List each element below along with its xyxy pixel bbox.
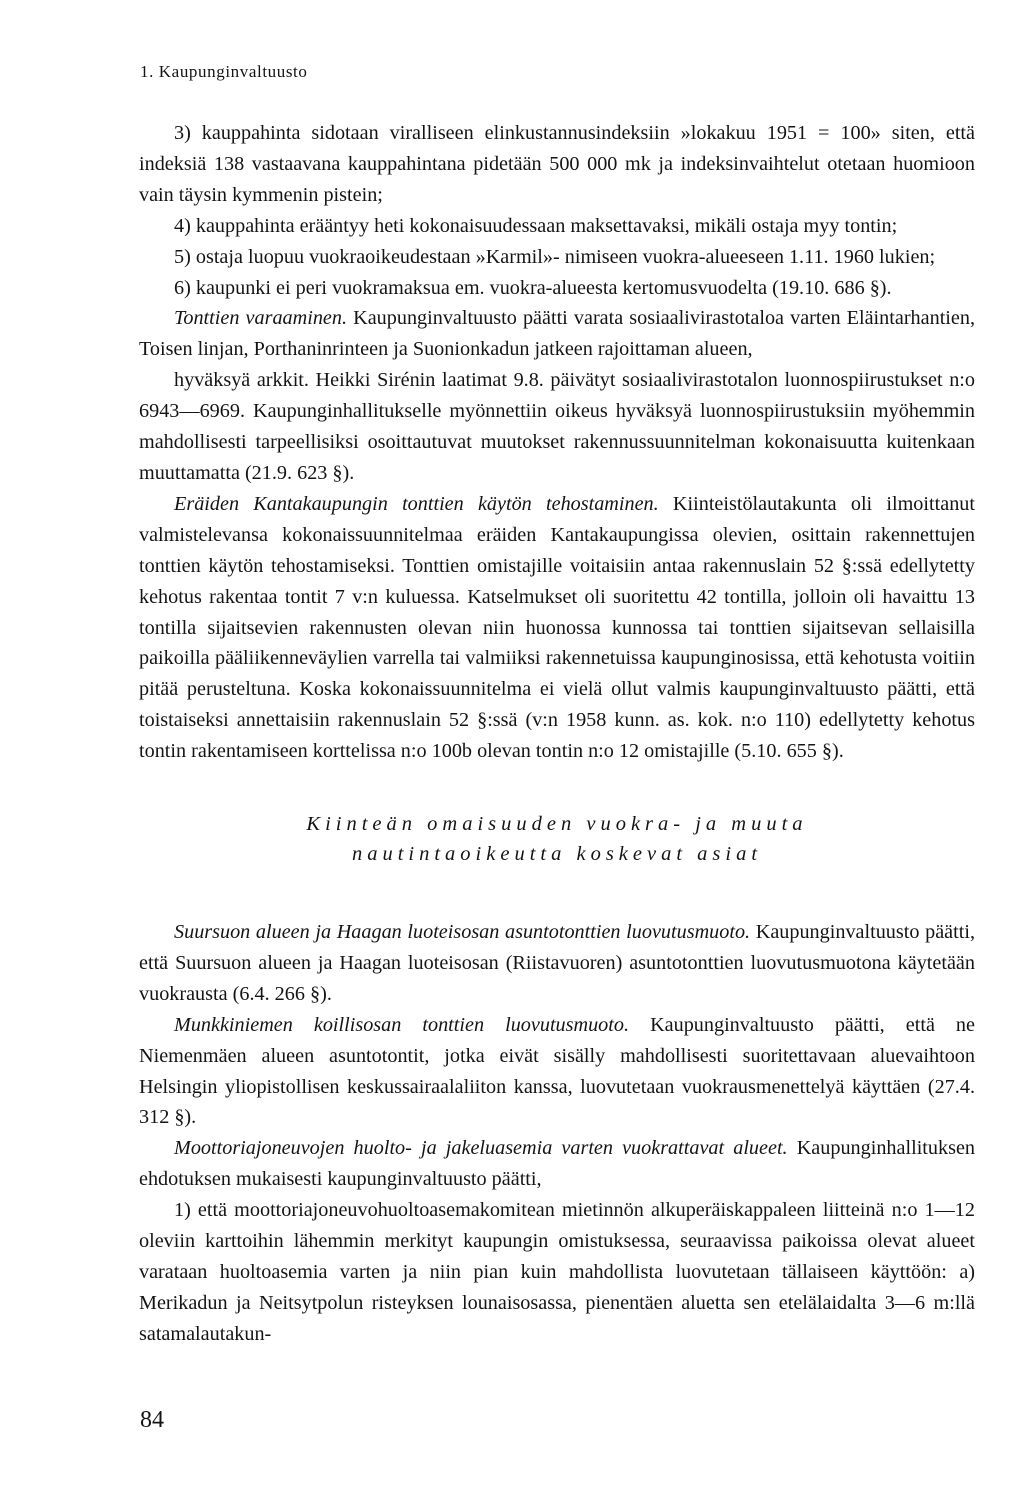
paragraph-moottoriajoneuvojen (139, 1133, 975, 1195)
paragraph-title: Munkkiniemen koillisosan tonttien luovutusmuoto. (174, 1013, 630, 1036)
paragraph-munkkiniemen (139, 1010, 975, 1134)
body-text (139, 118, 975, 1350)
paragraph-item-1: 1) että moottoriajoneuvohuoltoasemakomitean mietinnön alkuperäiskappaleen liitteinä n:o 1—12 oleviin karttoihin lähemmin merkityt kaupungin omistuksessa, seuraavissa paikoissa olevat alueet varataan huoltoasemia varten ja niin pian kuin mahdollista luovutetaan tällaiseen käyttöön: a) Merikadun ja Neitsytpolun risteyksen lounaisosassa, pienentäen aluetta sen etelälaidalta 3—6 m:llä satamalautakun- (139, 1199, 975, 1345)
running-head: 1. Kaupunginvaltuusto (140, 62, 308, 81)
section-heading-line-1: Kiinteän omaisuuden vuokra- ja muuta (306, 813, 808, 836)
paragraph-item-3: 3) kauppahinta sidotaan viralliseen elinkustannusindeksiin »lokakuu 1951 = 100» siten, että indeksiä 138 vastaavana kauppahintana pidetään 500 000 mk ja indeksinvaihtelut otetaan huomioon vain täysin kymmenin pistein; (139, 122, 975, 206)
paragraph-title: Suursuon alueen ja Haagan luoteisosan asuntotonttien luovutusmuoto. (174, 921, 751, 944)
paragraph-item-4: 4) kauppahinta erääntyy heti kokonaisuudessaan maksettavaksi, mikäli ostaja myy tontin; (174, 214, 898, 237)
section-heading (139, 809, 975, 869)
paragraph-title: Moottoriajoneuvojen huolto- ja jakeluasemia varten vuokrattavat alueet. (174, 1137, 788, 1160)
page-number: 84 (140, 1407, 164, 1433)
paragraph-text: Kiinteistölautakunta oli ilmoittanut valmistelevansa kokonaissuunnitelmaa eräiden Kantakaupungissa olevien, osittain rakennettujen tonttien käytön tehostamiseksi. Tonttien omistajille voitaisiin antaa rakennuslain 52 §:ssä edellytetty kehotus rakentaa tontit 7 v:n kuluessa. Katselmukset oli suoritettu 42 tontilla, jolloin oli havaittu 13 tontilla sijaitsevien rakennusten olevan niin huonossa kunnossa tai tonttien sijaitsevan sellaisilla paikoilla pääliikenneväylien varrella tai valmiiksi rakennetuissa kaupunginosissa, että kehotusta voitiin pitää perusteltuna. Koska kokonaissuunnitelma ei vielä ollut valmis kaupunginvaltuusto päätti, että toistaiseksi annettaisiin rakennuslain 52 §:ssä (v:n 1958 kunn. as. kok. n:o 110) edellytetty kehotus tontin rakentamiseen korttelissa n:o 100b olevan tontin n:o 12 omistajille (5.10. 655 §). (139, 492, 975, 763)
paragraph-eraiden (139, 489, 975, 767)
paragraph-title: Tonttien varaaminen. (174, 307, 348, 330)
section-heading-line-2: nautintaoikeutta koskevat asiat (351, 843, 763, 866)
paragraph-item-6: 6) kaupunki ei peri vuokramaksua em. vuokra-alueesta kertomusvuodelta (19.10. 686 §). (174, 276, 892, 299)
paragraph-item-5: 5) ostaja luopuu vuokraoikeudestaan »Karmil»- nimiseen vuokra-alueeseen 1.11. 1960 lukien; (174, 245, 936, 268)
paragraph-title: Eräiden Kantakaupungin tonttien käytön tehostaminen. (174, 492, 659, 515)
paragraph-tonttien-varaaminen (139, 303, 975, 365)
paragraph-text: Kaupunginvaltuusto päätti, että Suursuon alueen ja Haagan luoteisosan (Riistavuoren) asuntotonttien luovutusmuotona käytetään vuokrausta (6.4. 266 §). (139, 921, 975, 1005)
paragraph-text: Kaupunginvaltuusto päätti varata sosiaalivirastotaloa varten Eläintarhantien, Toisen linjan, Porthaninrinteen ja Suonionkadun jatkeen rajoittaman alueen, (139, 307, 976, 361)
paragraph-hyvaksya: hyväksyä arkkit. Heikki Sirénin laatimat 9.8. päivätyt sosiaalivirastotalon luonnospiirustukset n:o 6943—6969. Kaupunginhallitukselle myönnettiin oikeus hyväksyä luonnospiirustuksiin myöhemmin mahdollisesti tarpeellisiksi osoittautuvat muutokset rakennussuunnitelman kokonaisuutta kuitenkaan muuttamatta (21.9. 623 §). (139, 369, 975, 484)
paragraph-text: Kaupunginhallituksen ehdotuksen mukaisesti kaupunginvaltuusto päätti, (139, 1137, 976, 1191)
paragraph-suursuon (139, 917, 975, 1010)
paragraph-text: Kaupunginvaltuusto päätti, että ne Niemenmäen alueen asuntotontit, jotka eivät sisälly mahdollisesti suoritettavaan aluevaihtoon Helsingin yliopistollisen keskussairaalaliiton kanssa, luovutetaan vuokrausmenettelyä käyttäen (27.4. 312 §). (139, 1013, 975, 1129)
